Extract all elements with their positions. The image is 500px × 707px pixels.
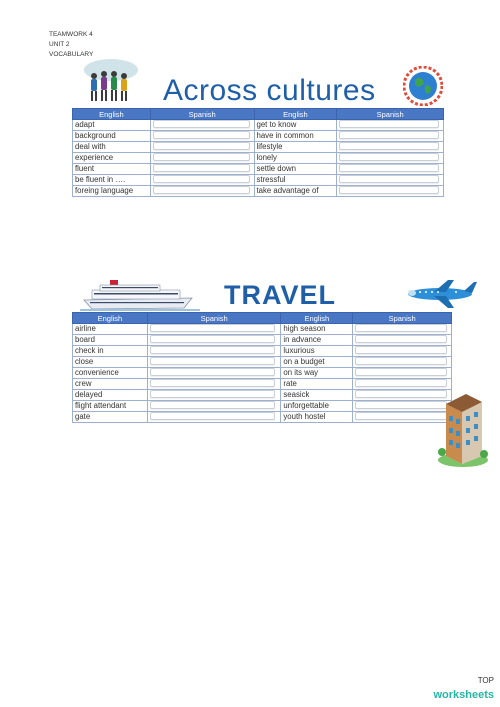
brand-logo-top: TOP — [477, 676, 494, 685]
table-row — [73, 164, 444, 175]
spanish-answer-input[interactable] — [150, 379, 275, 387]
table-row — [73, 390, 452, 401]
table-header-row — [73, 109, 444, 120]
english-word: airline — [73, 324, 148, 335]
english-word: on its way — [281, 368, 353, 379]
spanish-answer-input[interactable] — [339, 164, 439, 172]
spanish-answer-input[interactable] — [150, 346, 275, 354]
english-word: experience — [73, 153, 151, 164]
english-word: get to know — [254, 120, 337, 131]
spanish-answer-input[interactable] — [150, 401, 275, 409]
spanish-answer-input[interactable] — [355, 335, 447, 343]
spanish-answer-input[interactable] — [339, 175, 439, 183]
english-word: in advance — [281, 335, 353, 346]
table-row — [73, 131, 444, 142]
spanish-answer-input[interactable] — [339, 120, 439, 128]
spanish-answer-input[interactable] — [153, 142, 250, 150]
across-cultures-table — [72, 108, 444, 197]
spanish-answer-input[interactable] — [355, 390, 447, 398]
spanish-answer-input[interactable] — [150, 412, 275, 420]
english-word: take advantage of — [254, 186, 337, 197]
col-header-spanish: Spanish — [353, 313, 452, 324]
people-world-map-image — [82, 56, 140, 104]
english-word: be fluent in …. — [73, 175, 151, 186]
hotel-building-image — [436, 386, 490, 468]
spanish-answer-input[interactable] — [355, 412, 447, 420]
table-row — [73, 412, 452, 423]
cruise-ship-image — [80, 276, 200, 312]
english-word: rate — [281, 379, 353, 390]
table-row — [73, 324, 452, 335]
spanish-answer-input[interactable] — [153, 131, 250, 139]
airplane-image — [404, 279, 478, 309]
english-word: seasick — [281, 390, 353, 401]
spanish-answer-input[interactable] — [355, 357, 447, 365]
brand-logo — [433, 677, 494, 703]
col-header-english: English — [73, 109, 151, 120]
col-header-spanish: Spanish — [337, 109, 444, 120]
english-word: check in — [73, 346, 148, 357]
english-word: adapt — [73, 120, 151, 131]
spanish-answer-input[interactable] — [153, 175, 250, 183]
col-header-spanish: Spanish — [147, 313, 281, 324]
table-row — [73, 142, 444, 153]
english-word: high season — [281, 324, 353, 335]
section-title-across-cultures: Across cultures — [163, 74, 376, 107]
spanish-answer-input[interactable] — [339, 131, 439, 139]
spanish-answer-input[interactable] — [153, 120, 250, 128]
spanish-answer-input[interactable] — [355, 324, 447, 332]
table-row — [73, 368, 452, 379]
table-header-row — [73, 313, 452, 324]
spanish-answer-input[interactable] — [150, 335, 275, 343]
table-row — [73, 346, 452, 357]
english-word: on a budget — [281, 357, 353, 368]
table-row — [73, 401, 452, 412]
col-header-english: English — [254, 109, 337, 120]
table-row — [73, 120, 444, 131]
spanish-answer-input[interactable] — [150, 357, 275, 365]
english-word: crew — [73, 379, 148, 390]
spanish-answer-input[interactable] — [153, 153, 250, 161]
spanish-answer-input[interactable] — [150, 324, 275, 332]
english-word: deal with — [73, 142, 151, 153]
english-word: lifestyle — [254, 142, 337, 153]
section-title-travel: TRAVEL — [224, 280, 336, 310]
course-label: TEAMWORK 4 — [49, 31, 93, 38]
brand-logo-name: worksheets — [433, 689, 494, 701]
col-header-english: English — [73, 313, 148, 324]
english-word: have in common — [254, 131, 337, 142]
table-row — [73, 379, 452, 390]
spanish-answer-input[interactable] — [355, 368, 447, 376]
table-row — [73, 186, 444, 197]
spanish-answer-input[interactable] — [355, 346, 447, 354]
table-row — [73, 357, 452, 368]
globe-people-image — [403, 66, 443, 106]
english-word: foreing language — [73, 186, 151, 197]
spanish-answer-input[interactable] — [153, 164, 250, 172]
spanish-answer-input[interactable] — [339, 153, 439, 161]
col-header-spanish: Spanish — [150, 109, 254, 120]
spanish-answer-input[interactable] — [153, 186, 250, 194]
english-word: convenience — [73, 368, 148, 379]
english-word: background — [73, 131, 151, 142]
english-word: unforgettable — [281, 401, 353, 412]
col-header-english: English — [281, 313, 353, 324]
english-word: gate — [73, 412, 148, 423]
english-word: settle down — [254, 164, 337, 175]
table-row — [73, 153, 444, 164]
unit-label: UNIT 2 — [49, 41, 70, 48]
english-word: lonely — [254, 153, 337, 164]
spanish-answer-input[interactable] — [339, 186, 439, 194]
spanish-answer-input[interactable] — [150, 390, 275, 398]
table-row — [73, 335, 452, 346]
english-word: youth hostel — [281, 412, 353, 423]
english-word: board — [73, 335, 148, 346]
english-word: fluent — [73, 164, 151, 175]
english-word: stressful — [254, 175, 337, 186]
spanish-answer-input[interactable] — [355, 401, 447, 409]
english-word: delayed — [73, 390, 148, 401]
spanish-answer-input[interactable] — [150, 368, 275, 376]
spanish-answer-input[interactable] — [339, 142, 439, 150]
english-word: luxurious — [281, 346, 353, 357]
english-word: flight attendant — [73, 401, 148, 412]
topic-label: VOCABULARY — [49, 51, 94, 58]
spanish-answer-input[interactable] — [355, 379, 447, 387]
table-row — [73, 175, 444, 186]
english-word: close — [73, 357, 148, 368]
travel-table — [72, 312, 452, 423]
